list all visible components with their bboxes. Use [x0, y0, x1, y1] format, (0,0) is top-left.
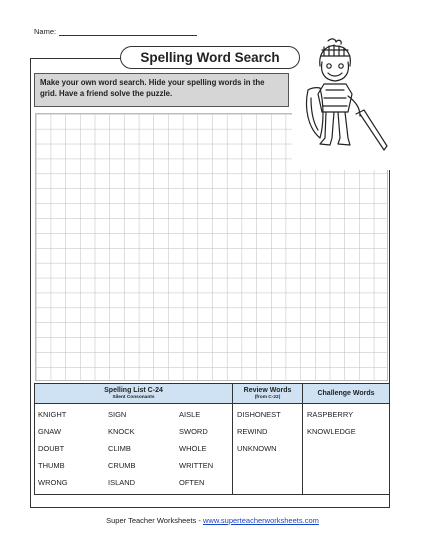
- spelling-word: THUMB: [38, 461, 65, 470]
- challenge-words-header: [303, 384, 389, 404]
- spelling-word: SWORD: [179, 427, 208, 436]
- spelling-word: KNOCK: [108, 427, 135, 436]
- spelling-list-title: Spelling List C-24: [104, 387, 163, 394]
- spelling-list-header: [35, 384, 233, 404]
- spelling-word: OFTEN: [179, 478, 205, 487]
- footer-text: Super Teacher Worksheets -: [106, 516, 203, 525]
- word-list-table: [34, 383, 390, 495]
- challenge-word: KNOWLEDGE: [307, 427, 356, 436]
- instructions-box: [34, 73, 289, 107]
- page-title: [120, 46, 300, 69]
- review-words-header: [233, 384, 303, 404]
- knight-icon: [298, 38, 390, 168]
- name-label: Name:: [34, 27, 57, 36]
- spelling-word: KNIGHT: [38, 410, 67, 419]
- challenge-words-title: Challenge Words: [317, 390, 375, 397]
- review-word: UNKNOWN: [237, 444, 277, 453]
- instructions-text: Make your own word search. Hide your spelling words in the grid. Have a friend solve the puzzle.: [40, 78, 265, 98]
- name-field: [34, 27, 197, 36]
- spelling-word: WRONG: [38, 478, 68, 487]
- spelling-word: ISLAND: [108, 478, 136, 487]
- spelling-word: CLIMB: [108, 444, 131, 453]
- column-divider: [302, 404, 303, 494]
- page-title-text: Spelling Word Search: [140, 50, 280, 65]
- column-divider: [232, 404, 233, 494]
- spelling-word: SIGN: [108, 410, 127, 419]
- spelling-word: WHOLE: [179, 444, 207, 453]
- footer: [0, 516, 425, 525]
- name-line[interactable]: [59, 27, 197, 36]
- spelling-word: AISLE: [179, 410, 201, 419]
- spelling-word: CRUMB: [108, 461, 136, 470]
- footer-link[interactable]: www.superteacherworksheets.com: [202, 516, 319, 525]
- spelling-list-subtitle: Silent Consonants: [112, 395, 155, 400]
- review-word: REWIND: [237, 427, 268, 436]
- review-words-subtitle: (from C-22): [254, 395, 281, 400]
- spelling-word: GNAW: [38, 427, 62, 436]
- review-word: DISHONEST: [237, 410, 281, 419]
- spelling-word: DOUBT: [38, 444, 65, 453]
- challenge-word: RASPBERRY: [307, 410, 354, 419]
- spelling-word: WRITTEN: [179, 461, 214, 470]
- review-words-title: Review Words: [243, 387, 292, 394]
